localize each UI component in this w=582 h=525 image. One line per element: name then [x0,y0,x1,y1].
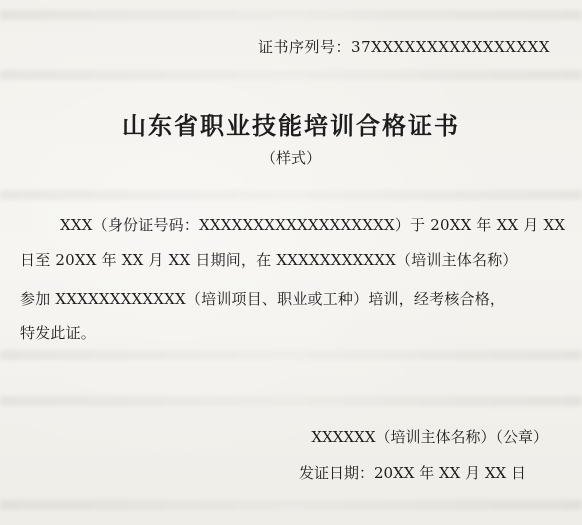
bleed-through-text [0,500,582,510]
certificate-issuer: XXXXXX（培训主体名称）（公章） [311,428,548,446]
certificate-body-line-4: 特发此证。 [20,324,97,342]
bleed-through-text [0,190,582,200]
bleed-through-text [0,70,582,80]
certificate-subtitle: （样式） [260,149,321,167]
certificate-serial-number: 证书序列号：37XXXXXXXXXXXXXXXX [258,38,550,56]
certificate-title: 山东省职业技能培训合格证书 [122,111,460,140]
certificate-body-line-2: 日至 20XX 年 XX 月 XX 日期间，在 XXXXXXXXXXX（培训主体名称） [20,251,518,269]
certificate-body-line-1: XXX（身份证号码：XXXXXXXXXXXXXXXXXX）于 20XX 年 XX 月 XX [60,216,566,234]
certificate-body-line-3: 参加 XXXXXXXXXXXX（培训项目、职业或工种）培训，经考核合格， [20,290,506,308]
bleed-through-text [0,350,582,360]
bleed-through-text [0,10,582,20]
bleed-through-text [0,396,582,406]
certificate-issue-date: 发证日期：20XX 年 XX 月 XX 日 [298,464,526,482]
